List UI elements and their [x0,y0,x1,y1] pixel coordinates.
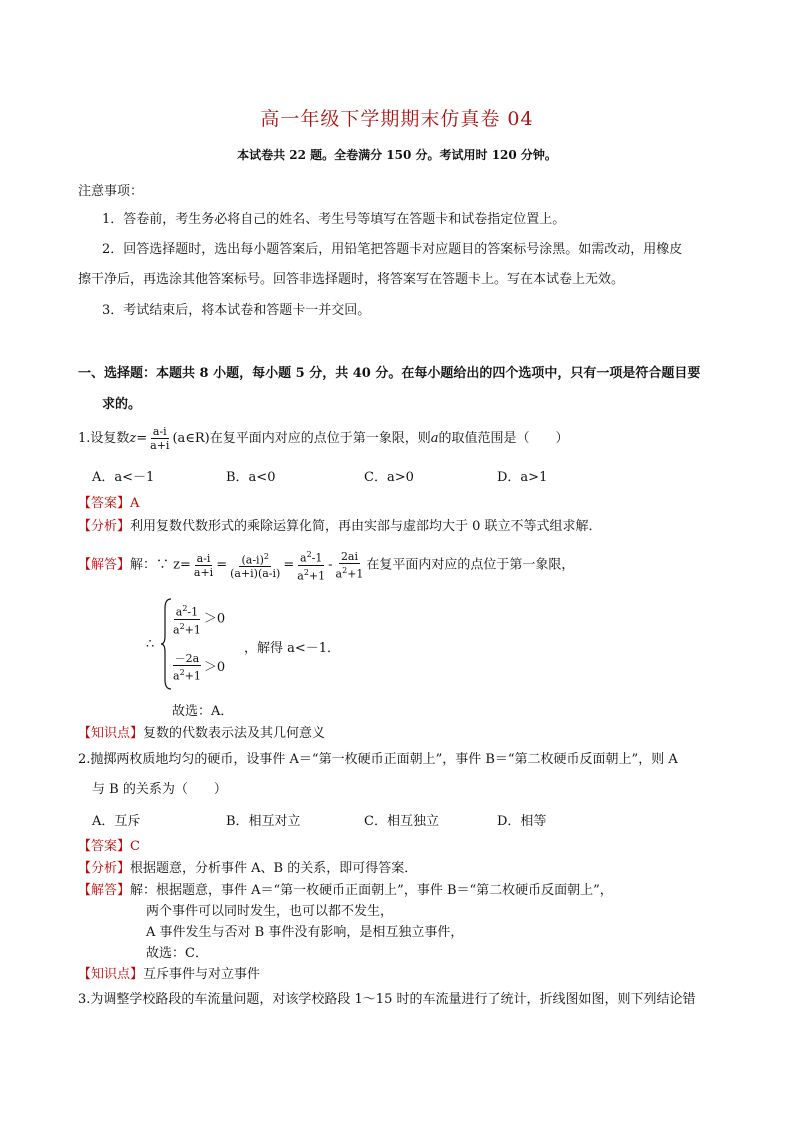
therefore-symbol: ∴ [146,637,155,652]
question-2-line1: 2.抛掷两枚质地均匀的硬币，设事件 A＝“第一枚硬币正面朝上”，事件 B＝“第二枚硬币反面朝上”，则 A [78,752,678,767]
q2-knowledge-point: 【知识点】互斥事件与对立事件 [78,967,261,982]
q1-choose: 故选：A． [172,704,234,719]
notes-heading: 注意事项： [78,184,144,199]
q1-option-c: C．a>0 [364,470,414,485]
note-item-2-cont: 擦干净后，再选涂其他答案标号。回答非选择题时，将答案写在答题卡上。写在本试卷上无效。 [78,272,625,287]
question-1-stem: 1.设复数z= $\frac{a-i}{a+i}$ (a∈R)在复平面内对应的点位于第一象限，则a的取值范围是（ ） [78,425,569,452]
q1-option-d: D．a>1 [497,470,548,485]
q2-analysis: 【分析】根据题意，分析事件 A、B 的关系，即可得答案． [78,861,418,876]
q2-solution-3: A 事件发生与否对 B 事件没有影响，是相互独立事件， [146,925,464,940]
q2-option-c: C．相互独立 [364,814,439,829]
fraction: $\frac{a-i}{a+i}$ [150,425,170,452]
inequality-2: $\frac{-2a}{a^2+1}$ ＞0 [173,652,226,683]
q1-analysis: 【分析】利用复数代数形式的乘除运算化简，再由实部与虚部均大于 0 联立不等式组求解． [78,519,602,534]
q2-option-d: D．相等 [497,814,547,829]
question-2-line2: 与 B 的关系为（ ） [92,782,227,797]
exam-subtitle: 本试卷共 22 题。全卷满分 150 分。考试用时 120 分钟。 [237,148,557,162]
page-title: 高一年级下学期期末仿真卷 04 [260,108,534,130]
note-item-1: 1．答卷前，考生务必将自己的姓名、考生号等填写在答题卡和试卷指定位置上。 [102,212,566,227]
q2-answer: 【答案】C [78,839,140,854]
note-item-3: 3．考试结束后，将本试卷和答题卡一并交回。 [102,303,371,318]
solve-result: ，解得 a<－1． [244,641,341,656]
q1-option-a: A．a<－1 [92,470,155,485]
note-item-2: 2．回答选择题时，选出每小题答案后，用铅笔把答题卡对应题目的答案标号涂黑。如需改动，用橡皮 [102,242,683,257]
q2-option-a: A．互斥 [92,814,141,829]
q2-solution-2: 两个事件可以同时发生，也可以都不发生， [146,904,394,919]
q2-solution: 【解答】解：根据题意，事件 A＝“第一枚硬币正面朝上”，事件 B＝“第二枚硬币反面朝上”， [78,883,613,898]
q1-solution: 【解答】解：∵ z= $\frac{a-i}{a+i}$ = $\frac{(a-i)^2}{(a+i)(a-i)}$ = $\frac{a^2-1}{a^2+1}$ - $\frac{2ai}{a^2+1}$ 在复平面内对应的点位于第一象限， [78,549,575,583]
q2-choose: 故选：C． [146,946,208,961]
section-heading-line2: 求的。 [102,397,142,412]
question-3-line1: 3.为调整学校路段的车流量问题，对该学校路段 1～15 时的车流量进行了统计，折线图如图，则下列结论错 [78,992,696,1007]
q1-knowledge-point: 【知识点】复数的代数表示法及其几何意义 [78,726,326,741]
q1-answer: 【答案】A [78,496,140,511]
q2-option-b: B．相互对立 [226,814,301,829]
inequality-1: $\frac{a^2-1}{a^2+1}$ ＞0 [173,604,226,637]
section-heading-line1: 一、选择题：本题共 8 小题，每小题 5 分，共 40 分。在每小题给出的四个选项中，只有一项是符合题目要 [78,366,701,381]
q1-option-b: B．a<0 [226,470,276,485]
